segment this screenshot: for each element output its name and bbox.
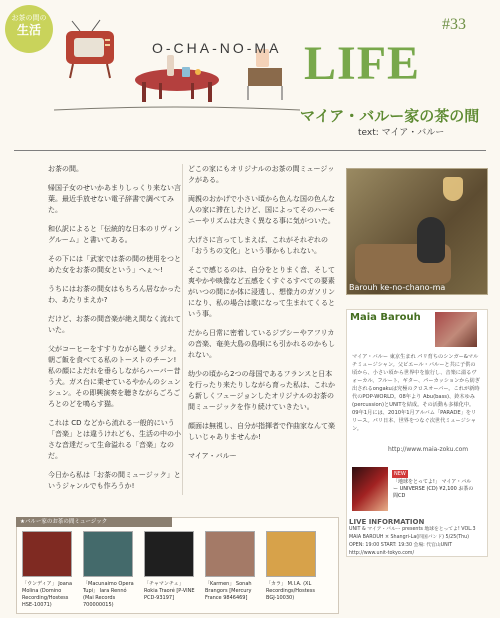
col2-paragraph: どこの家にもオリジナルのお茶の間ミュージックがある。 — [188, 165, 335, 184]
live-information — [349, 518, 485, 558]
album-cover — [83, 531, 133, 577]
col2-paragraph: だから日常に密着しているジプシーやアフリカの音楽、奄美大島の島唄にも引かれるのかもしれない。 — [188, 329, 335, 359]
new-album-text: 「地球をとってよ!」 マイア・バルー UNIVERSE (CD) ¥2,100 お茶の間CD — [393, 479, 474, 499]
living-room-photo — [346, 168, 488, 295]
album-title: 「カラ」 M.I.A. (XL Recordings/Hostess BGJ-10030) — [266, 581, 315, 601]
album-title: 「ウンディア」 Joana Molina (Domino Recording/Hostess HSE-10071) — [22, 581, 73, 608]
album-cover — [144, 531, 194, 577]
music-item — [205, 531, 259, 602]
tea-table — [135, 55, 219, 102]
music-item — [22, 531, 76, 609]
col1-paragraph: 今日から私は「お茶の間ミュージック」というジャンルでも作ろうか! — [48, 471, 181, 490]
live-info-heading: LIVE INFORMATION — [349, 518, 425, 526]
album-cover — [205, 531, 255, 577]
profile-portrait — [435, 312, 477, 347]
col2-paragraph: マイア・バルー — [188, 452, 237, 460]
col2-paragraph: 大げさに言ってしまえば、これがそれぞれの「おうちの文化」という事かもしれない。 — [188, 236, 328, 255]
music-item — [144, 531, 198, 602]
article-column-1 — [48, 164, 181, 500]
side-cabinet — [248, 49, 282, 100]
new-badge: NEW — [394, 471, 406, 477]
col1-paragraph: これは CD などから流れる一般的にいう「音楽」とは違うけれども、生活の中の小さな音達だって生命溢れる「音楽」なのだ。 — [48, 419, 181, 460]
lamp-icon — [443, 177, 463, 201]
profile-bio: マイア・バルー 東京生まれ パリ育ちのシンガー&マルチミュージシャン。父ピエール・バルーと共に子供の頃から、小さい頃から世界中を旅行し、音楽に溢るヴォーカル、フルート、ギター、パーカッションから紡ぎ出されるongakuは究極のクロスオーバー。これが新時代のPOP-WORLD。08年より Abu(bass)、鈴木ゆみ(percussion)とUNITを結成。その活動も多様化中。09年1月には、2010年1月アルバム「PARADE」をリリース。パリ日本、世界をつなぐ次世代ミュージシャン。 — [352, 354, 480, 432]
photo-caption: Barouh ke-no-chano-ma — [349, 283, 446, 292]
album-title: 「Karmen」 Sonah Brangors [Mercury France 9846469] — [205, 581, 252, 601]
col1-paragraph: 父がコーヒーをすすりながら聴くラジオ。朝ご飯を食べてる私のトーストのチーン! 私の顔によだれを垂らしながらハーバー昔う犬。ガス台に乗せているやかんのシュンシュン。その即興演奏を聴きながらごろごろとのどを鳴らす猫。 — [48, 345, 181, 408]
tv-set — [66, 20, 114, 78]
col1-paragraph: 和仏訳によると「伝統的な日本のリヴィングルーム」と書いてある。 — [48, 225, 181, 244]
col2-paragraph: 幼少の頃から2つの母国であるフランスと日本を行ったり来たりしながら育った私は、これから新しくフュージョンしたオリジナルのお茶の間ミュージックを作り続けていきたい。 — [188, 370, 335, 411]
album-title: 「Macunaimo Opera Tupi」 Iara Rennó (Mai Records 700000015) — [83, 581, 134, 608]
living-room-illustration — [54, 18, 300, 118]
column-separator — [182, 164, 183, 495]
music-item — [83, 531, 137, 609]
album-title: 「チャマンチュ」 Rokia Traoré [P-VINE PCD-93197] — [144, 581, 195, 601]
page-title: LIFE — [304, 37, 421, 90]
col1-paragraph: だけど、お茶の間音楽が絶え間なく流れていた。 — [48, 315, 181, 334]
article-credit: text: マイア・バルー — [358, 128, 445, 138]
person-icon — [417, 217, 445, 263]
profile-name: Maia Barouh — [350, 312, 421, 323]
kicker: O-CHA-NO-MA — [152, 40, 282, 56]
badge-line-2: 生活 — [16, 23, 41, 37]
album-cover — [22, 531, 72, 577]
live-info-text: UNIT & マイア・バルー presents 地球をとってよ! VOL.3 MAIA BAROUH × Shangri-La(四国バンド) 5/25(Thu) OPEN: 19:00 START: 19:30 会場: 代官山UNIT http://www.unit-tokyo.com/ — [349, 527, 476, 556]
floor-line — [54, 107, 300, 110]
col1-paragraph: 帰国子女のせいかあまりしっくり来ない言葉。最近手放せない電子辞書で調べてみた。 — [48, 184, 181, 214]
album-cover — [266, 531, 316, 577]
issue-number: #33 — [442, 16, 466, 33]
profile-url[interactable]: http://www.maia-zoku.com — [388, 446, 469, 453]
music-section-heading: ★バルー家のお茶の間ミュージック — [16, 517, 172, 527]
col1-paragraph: その下には「武家では茶の間の使用をつとめた女をお茶の間女という」へぇ〜! — [48, 255, 181, 274]
new-album-cover — [352, 467, 388, 511]
badge-line-1: お茶の間の — [11, 14, 47, 22]
article-subtitle: マイア・バルー家の茶の間 — [300, 107, 480, 125]
header-divider — [14, 150, 486, 151]
header — [0, 0, 500, 160]
section-badge — [5, 5, 53, 53]
article-column-2 — [188, 164, 338, 470]
col2-paragraph: 両親のおかげで小さい頃から色んな国の色んな人の家に滞在したけど、国によってそのハーモニーやリズムは大きく異なる事に気がついた。 — [188, 195, 335, 225]
col2-paragraph: そこで感じるのは、自分をとりまく音、そして爽やかや映像など五感をくすぐるすべての要素がいつの間にか体に浸透し、想像力のガソリンになり、私の場合は歌になって生まれてくるという事。 — [188, 266, 335, 318]
col1-paragraph: お茶の間。 — [48, 165, 83, 173]
col2-paragraph: 顔面は無視し、自分が指揮者で作曲家なんて楽しいじゃありませんか! — [188, 422, 335, 441]
col1-paragraph: うちにはお茶の間女はもちろん居なかったわ、あたりまえか? — [48, 285, 181, 304]
music-item — [266, 531, 320, 602]
